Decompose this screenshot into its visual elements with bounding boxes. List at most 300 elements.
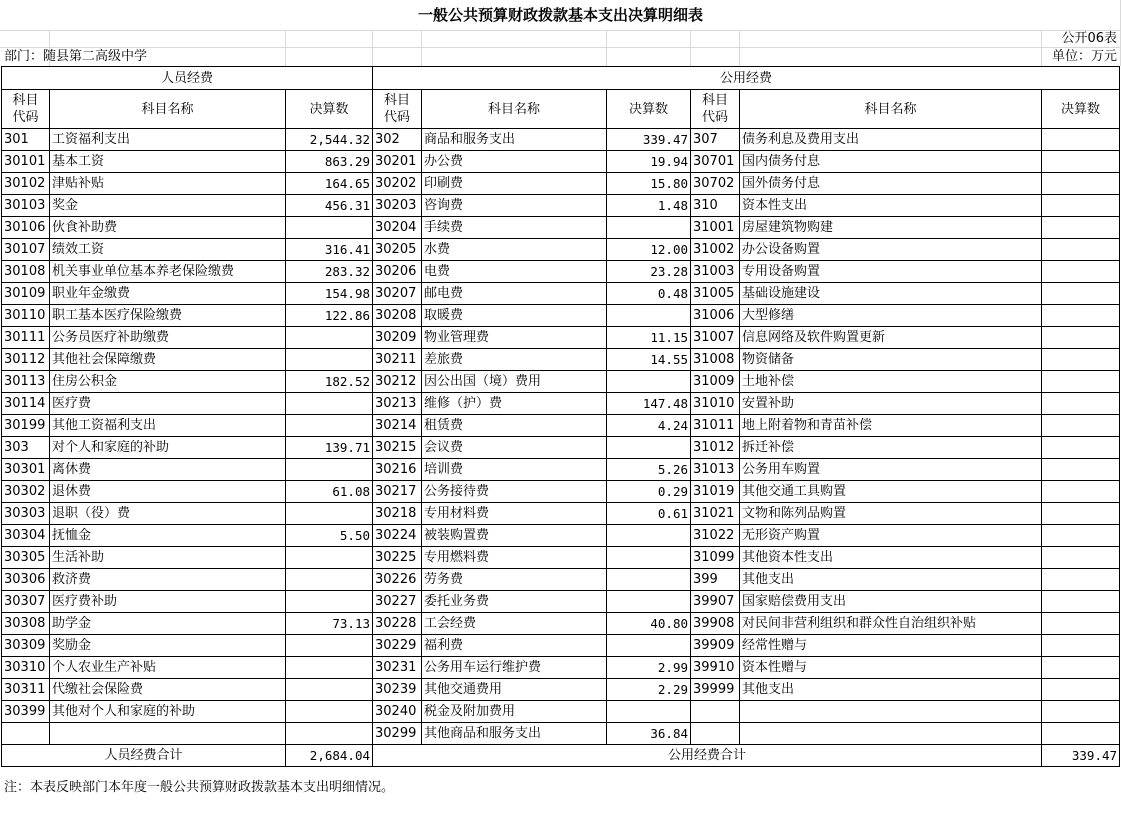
subject-code-cell: 30102 bbox=[2, 173, 50, 195]
subject-code-cell: 307 bbox=[691, 129, 740, 151]
amount-cell bbox=[607, 371, 691, 393]
subject-name-cell: 基础设施建设 bbox=[740, 283, 1042, 305]
subject-name-cell bbox=[740, 701, 1042, 723]
subject-code-cell: 30306 bbox=[2, 569, 50, 591]
subject-name-cell: 办公设备购置 bbox=[740, 239, 1042, 261]
subject-code-cell: 310 bbox=[691, 195, 740, 217]
subject-name-cell: 代缴社会保险费 bbox=[50, 679, 286, 701]
amount-cell bbox=[286, 349, 373, 371]
subject-name-cell: 工会经费 bbox=[422, 613, 607, 635]
amount-cell: 147.48 bbox=[607, 393, 691, 415]
subject-code-cell: 30227 bbox=[373, 591, 422, 613]
subject-code-cell: 30207 bbox=[373, 283, 422, 305]
table-row bbox=[2, 569, 1120, 591]
subject-code-cell: 30204 bbox=[373, 217, 422, 239]
amount-cell: 11.15 bbox=[607, 327, 691, 349]
subject-name-cell: 税金及附加费用 bbox=[422, 701, 607, 723]
subject-name-cell: 电费 bbox=[422, 261, 607, 283]
subject-name-cell: 津贴补贴 bbox=[50, 173, 286, 195]
subject-name-cell: 职工基本医疗保险缴费 bbox=[50, 305, 286, 327]
subject-name-cell: 无形资产购置 bbox=[740, 525, 1042, 547]
amount-cell: 1.48 bbox=[607, 195, 691, 217]
subject-name-cell: 专用设备购置 bbox=[740, 261, 1042, 283]
table-row bbox=[2, 415, 1120, 437]
subject-code-cell: 30103 bbox=[2, 195, 50, 217]
amount-cell bbox=[1042, 239, 1120, 261]
amount-cell: 863.29 bbox=[286, 151, 373, 173]
subject-name-cell: 安置补助 bbox=[740, 393, 1042, 415]
subject-code-cell: 30701 bbox=[691, 151, 740, 173]
table-row bbox=[2, 349, 1120, 371]
table-row bbox=[2, 503, 1120, 525]
amount-cell bbox=[1042, 393, 1120, 415]
amount-cell bbox=[1042, 679, 1120, 701]
subject-name-cell: 租赁费 bbox=[422, 415, 607, 437]
amount-cell bbox=[286, 415, 373, 437]
col-header-code: 科目 代码 bbox=[373, 90, 422, 129]
amount-cell bbox=[1042, 613, 1120, 635]
col-header-code: 科目 代码 bbox=[691, 90, 740, 129]
amount-cell bbox=[1042, 591, 1120, 613]
subject-code-cell: 31022 bbox=[691, 525, 740, 547]
amount-cell bbox=[1042, 701, 1120, 723]
public-total-label: 公用经费合计 bbox=[373, 745, 1042, 767]
public-total-value: 339.47 bbox=[1042, 745, 1120, 767]
subject-code-cell: 30308 bbox=[2, 613, 50, 635]
subject-code-cell: 30113 bbox=[2, 371, 50, 393]
subject-code-cell: 30203 bbox=[373, 195, 422, 217]
subject-code-cell: 30226 bbox=[373, 569, 422, 591]
amount-cell bbox=[607, 547, 691, 569]
amount-cell bbox=[286, 217, 373, 239]
col-header-amount: 决算数 bbox=[1042, 90, 1120, 129]
subject-name-cell: 机关事业单位基本养老保险缴费 bbox=[50, 261, 286, 283]
table-row bbox=[2, 305, 1120, 327]
subject-name-cell: 专用燃料费 bbox=[422, 547, 607, 569]
amount-cell: 19.94 bbox=[607, 151, 691, 173]
subject-code-cell: 30213 bbox=[373, 393, 422, 415]
table-row bbox=[2, 723, 1120, 745]
subject-name-cell: 国外债务付息 bbox=[740, 173, 1042, 195]
subject-name-cell: 会议费 bbox=[422, 437, 607, 459]
subject-code-cell: 399 bbox=[691, 569, 740, 591]
subject-code-cell: 39910 bbox=[691, 657, 740, 679]
subject-code-cell: 30299 bbox=[373, 723, 422, 745]
amount-cell bbox=[286, 657, 373, 679]
subject-name-cell: 职业年金缴费 bbox=[50, 283, 286, 305]
amount-cell bbox=[1042, 327, 1120, 349]
amount-cell: 5.50 bbox=[286, 525, 373, 547]
amount-cell: 164.65 bbox=[286, 173, 373, 195]
amount-cell: 456.31 bbox=[286, 195, 373, 217]
subject-code-cell: 31001 bbox=[691, 217, 740, 239]
amount-cell: 283.32 bbox=[286, 261, 373, 283]
expenditure-table bbox=[1, 66, 1120, 767]
subject-name-cell: 维修（护）费 bbox=[422, 393, 607, 415]
subject-code-cell: 30304 bbox=[2, 525, 50, 547]
subject-code-cell: 30199 bbox=[2, 415, 50, 437]
subject-name-cell: 信息网络及软件购置更新 bbox=[740, 327, 1042, 349]
amount-cell bbox=[286, 591, 373, 613]
subject-name-cell: 土地补偿 bbox=[740, 371, 1042, 393]
subject-name-cell: 福利费 bbox=[422, 635, 607, 657]
subject-name-cell: 培训费 bbox=[422, 459, 607, 481]
subject-name-cell: 退职（役）费 bbox=[50, 503, 286, 525]
table-row bbox=[2, 283, 1120, 305]
subject-name-cell: 物资储备 bbox=[740, 349, 1042, 371]
subject-name-cell: 手续费 bbox=[422, 217, 607, 239]
subject-name-cell: 委托业务费 bbox=[422, 591, 607, 613]
subject-code-cell: 31021 bbox=[691, 503, 740, 525]
subject-name-cell: 公务用车运行维护费 bbox=[422, 657, 607, 679]
table-row bbox=[2, 679, 1120, 701]
col-header-amount: 决算数 bbox=[286, 90, 373, 129]
subject-name-cell: 地上附着物和青苗补偿 bbox=[740, 415, 1042, 437]
amount-cell: 0.61 bbox=[607, 503, 691, 525]
table-row bbox=[2, 129, 1120, 151]
amount-cell bbox=[607, 591, 691, 613]
subject-code-cell: 31005 bbox=[691, 283, 740, 305]
amount-cell bbox=[607, 525, 691, 547]
subject-name-cell: 办公费 bbox=[422, 151, 607, 173]
subject-name-cell: 取暖费 bbox=[422, 305, 607, 327]
subject-code-cell: 30229 bbox=[373, 635, 422, 657]
amount-cell: 2.99 bbox=[607, 657, 691, 679]
subject-name-cell: 其他支出 bbox=[740, 569, 1042, 591]
subject-code-cell: 30239 bbox=[373, 679, 422, 701]
table-row bbox=[2, 371, 1120, 393]
subject-name-cell: 其他商品和服务支出 bbox=[422, 723, 607, 745]
table-row bbox=[2, 635, 1120, 657]
subject-code-cell: 30217 bbox=[373, 481, 422, 503]
subject-name-cell: 大型修缮 bbox=[740, 305, 1042, 327]
subject-name-cell: 印刷费 bbox=[422, 173, 607, 195]
amount-cell bbox=[1042, 371, 1120, 393]
table-row bbox=[2, 481, 1120, 503]
subject-code-cell: 39909 bbox=[691, 635, 740, 657]
subject-name-cell: 咨询费 bbox=[422, 195, 607, 217]
subject-name-cell: 对民间非营利组织和群众性自治组织补贴 bbox=[740, 613, 1042, 635]
subject-name-cell: 其他支出 bbox=[740, 679, 1042, 701]
amount-cell: 15.80 bbox=[607, 173, 691, 195]
subject-code-cell: 30109 bbox=[2, 283, 50, 305]
amount-cell: 182.52 bbox=[286, 371, 373, 393]
subject-code-cell: 39907 bbox=[691, 591, 740, 613]
subject-code-cell: 30111 bbox=[2, 327, 50, 349]
table-row bbox=[2, 459, 1120, 481]
subject-name-cell: 工资福利支出 bbox=[50, 129, 286, 151]
subject-code-cell: 30228 bbox=[373, 613, 422, 635]
subject-code-cell: 30301 bbox=[2, 459, 50, 481]
subject-name-cell: 其他社会保障缴费 bbox=[50, 349, 286, 371]
subject-code-cell: 302 bbox=[373, 129, 422, 151]
subject-code-cell: 30240 bbox=[373, 701, 422, 723]
subject-code-cell: 30303 bbox=[2, 503, 50, 525]
subject-code-cell: 39999 bbox=[691, 679, 740, 701]
subject-code-cell: 30307 bbox=[2, 591, 50, 613]
amount-cell: 61.08 bbox=[286, 481, 373, 503]
amount-cell bbox=[1042, 635, 1120, 657]
subject-code-cell: 31011 bbox=[691, 415, 740, 437]
subject-code-cell: 31003 bbox=[691, 261, 740, 283]
subject-code-cell: 31008 bbox=[691, 349, 740, 371]
subject-name-cell: 拆迁补偿 bbox=[740, 437, 1042, 459]
subject-code-cell: 30215 bbox=[373, 437, 422, 459]
subject-code-cell: 31013 bbox=[691, 459, 740, 481]
amount-cell bbox=[286, 723, 373, 745]
table-row bbox=[2, 701, 1120, 723]
subject-code-cell: 31099 bbox=[691, 547, 740, 569]
amount-cell bbox=[607, 217, 691, 239]
table-row bbox=[2, 195, 1120, 217]
amount-cell bbox=[286, 503, 373, 525]
subject-name-cell: 文物和陈列品购置 bbox=[740, 503, 1042, 525]
table-row bbox=[2, 657, 1120, 679]
amount-cell bbox=[1042, 503, 1120, 525]
subject-code-cell: 30225 bbox=[373, 547, 422, 569]
amount-cell bbox=[1042, 261, 1120, 283]
subject-code-cell bbox=[691, 701, 740, 723]
subject-code-cell: 31007 bbox=[691, 327, 740, 349]
subject-code-cell: 30211 bbox=[373, 349, 422, 371]
amount-cell: 154.98 bbox=[286, 283, 373, 305]
amount-cell bbox=[1042, 525, 1120, 547]
section-header-public: 公用经费 bbox=[373, 67, 1120, 90]
amount-cell: 73.13 bbox=[286, 613, 373, 635]
subject-code-cell: 30201 bbox=[373, 151, 422, 173]
amount-cell bbox=[1042, 437, 1120, 459]
amount-cell: 5.26 bbox=[607, 459, 691, 481]
subject-name-cell: 因公出国（境）费用 bbox=[422, 371, 607, 393]
amount-cell bbox=[1042, 415, 1120, 437]
subject-code-cell: 31012 bbox=[691, 437, 740, 459]
subject-name-cell: 伙食补助费 bbox=[50, 217, 286, 239]
amount-cell bbox=[1042, 569, 1120, 591]
table-row bbox=[2, 613, 1120, 635]
subject-name-cell: 绩效工资 bbox=[50, 239, 286, 261]
subject-name-cell: 其他交通费用 bbox=[422, 679, 607, 701]
subject-name-cell: 公务用车购置 bbox=[740, 459, 1042, 481]
table-row bbox=[2, 261, 1120, 283]
subject-name-cell: 退休费 bbox=[50, 481, 286, 503]
department-label: 部门：随县第二高级中学 bbox=[4, 49, 148, 64]
subject-name-cell: 奖励金 bbox=[50, 635, 286, 657]
subject-name-cell: 离休费 bbox=[50, 459, 286, 481]
subject-name-cell: 其他工资福利支出 bbox=[50, 415, 286, 437]
subject-name-cell: 其他资本性支出 bbox=[740, 547, 1042, 569]
col-header-name: 科目名称 bbox=[422, 90, 607, 129]
subject-name-cell: 基本工资 bbox=[50, 151, 286, 173]
subject-name-cell: 助学金 bbox=[50, 613, 286, 635]
subject-name-cell: 专用材料费 bbox=[422, 503, 607, 525]
amount-cell bbox=[1042, 305, 1120, 327]
amount-cell: 4.24 bbox=[607, 415, 691, 437]
subject-code-cell: 30310 bbox=[2, 657, 50, 679]
subject-code-cell: 30231 bbox=[373, 657, 422, 679]
subject-code-cell: 30309 bbox=[2, 635, 50, 657]
amount-cell: 12.00 bbox=[607, 239, 691, 261]
table-body bbox=[2, 129, 1120, 745]
amount-cell: 0.29 bbox=[607, 481, 691, 503]
subject-name-cell: 资本性支出 bbox=[740, 195, 1042, 217]
subject-name-cell: 资本性赠与 bbox=[740, 657, 1042, 679]
amount-cell: 0.48 bbox=[607, 283, 691, 305]
amount-cell bbox=[286, 635, 373, 657]
amount-cell bbox=[286, 393, 373, 415]
subject-code-cell: 30216 bbox=[373, 459, 422, 481]
subject-name-cell: 个人农业生产补贴 bbox=[50, 657, 286, 679]
subject-code-cell: 30205 bbox=[373, 239, 422, 261]
table-row bbox=[2, 217, 1120, 239]
subject-name-cell: 医疗费补助 bbox=[50, 591, 286, 613]
amount-cell bbox=[1042, 283, 1120, 305]
subject-code-cell: 30106 bbox=[2, 217, 50, 239]
subject-code-cell: 30224 bbox=[373, 525, 422, 547]
amount-cell bbox=[1042, 723, 1120, 745]
report-title: 一般公共预算财政拨款基本支出决算明细表 bbox=[417, 6, 703, 24]
subject-name-cell: 公务接待费 bbox=[422, 481, 607, 503]
col-header-amount: 决算数 bbox=[607, 90, 691, 129]
subject-name-cell: 其他交通工具购置 bbox=[740, 481, 1042, 503]
amount-cell bbox=[286, 459, 373, 481]
amount-cell: 339.47 bbox=[607, 129, 691, 151]
subject-code-cell: 30107 bbox=[2, 239, 50, 261]
subject-code-cell: 30218 bbox=[373, 503, 422, 525]
amount-cell bbox=[1042, 349, 1120, 371]
col-header-name: 科目名称 bbox=[50, 90, 286, 129]
table-row bbox=[2, 327, 1120, 349]
amount-cell bbox=[607, 635, 691, 657]
unit-label: 单位：万元 bbox=[1051, 49, 1117, 64]
subject-name-cell: 公务员医疗补助缴费 bbox=[50, 327, 286, 349]
subject-code-cell: 30311 bbox=[2, 679, 50, 701]
amount-cell bbox=[286, 547, 373, 569]
subject-name-cell: 房屋建筑物购建 bbox=[740, 217, 1042, 239]
amount-cell: 36.84 bbox=[607, 723, 691, 745]
subject-name-cell: 商品和服务支出 bbox=[422, 129, 607, 151]
subject-name-cell: 国内债务付息 bbox=[740, 151, 1042, 173]
subject-name-cell: 劳务费 bbox=[422, 569, 607, 591]
subject-name-cell: 差旅费 bbox=[422, 349, 607, 371]
subject-code-cell: 30208 bbox=[373, 305, 422, 327]
amount-cell bbox=[1042, 173, 1120, 195]
subject-code-cell: 301 bbox=[2, 129, 50, 151]
subject-code-cell: 31006 bbox=[691, 305, 740, 327]
amount-cell: 40.80 bbox=[607, 613, 691, 635]
amount-cell: 139.71 bbox=[286, 437, 373, 459]
subject-code-cell: 30305 bbox=[2, 547, 50, 569]
subject-name-cell bbox=[50, 723, 286, 745]
subject-code-cell: 30101 bbox=[2, 151, 50, 173]
subject-code-cell: 31002 bbox=[691, 239, 740, 261]
subject-code-cell: 30114 bbox=[2, 393, 50, 415]
subject-name-cell: 国家赔偿费用支出 bbox=[740, 591, 1042, 613]
subject-code-cell: 30108 bbox=[2, 261, 50, 283]
subject-name-cell: 奖金 bbox=[50, 195, 286, 217]
amount-cell: 316.41 bbox=[286, 239, 373, 261]
subject-name-cell: 邮电费 bbox=[422, 283, 607, 305]
amount-cell bbox=[286, 569, 373, 591]
amount-cell bbox=[607, 305, 691, 327]
amount-cell bbox=[607, 569, 691, 591]
table-row bbox=[2, 525, 1120, 547]
subject-name-cell: 生活补助 bbox=[50, 547, 286, 569]
table-row bbox=[2, 591, 1120, 613]
amount-cell: 23.28 bbox=[607, 261, 691, 283]
amount-cell: 14.55 bbox=[607, 349, 691, 371]
subject-name-cell: 债务利息及费用支出 bbox=[740, 129, 1042, 151]
subject-code-cell: 31010 bbox=[691, 393, 740, 415]
amount-cell bbox=[607, 437, 691, 459]
form-code: 公开06表 bbox=[1061, 31, 1117, 46]
subject-code-cell bbox=[691, 723, 740, 745]
subject-name-cell: 经常性赠与 bbox=[740, 635, 1042, 657]
amount-cell bbox=[286, 701, 373, 723]
personnel-total-label: 人员经费合计 bbox=[2, 745, 286, 767]
subject-code-cell: 39908 bbox=[691, 613, 740, 635]
col-header-name: 科目名称 bbox=[740, 90, 1042, 129]
subject-code-cell: 31009 bbox=[691, 371, 740, 393]
subject-code-cell: 30702 bbox=[691, 173, 740, 195]
amount-cell bbox=[1042, 459, 1120, 481]
subject-name-cell: 医疗费 bbox=[50, 393, 286, 415]
amount-cell: 2,544.32 bbox=[286, 129, 373, 151]
amount-cell bbox=[1042, 657, 1120, 679]
amount-cell bbox=[1042, 217, 1120, 239]
subject-name-cell: 对个人和家庭的补助 bbox=[50, 437, 286, 459]
amount-cell bbox=[607, 701, 691, 723]
subject-code-cell: 30206 bbox=[373, 261, 422, 283]
table-row bbox=[2, 239, 1120, 261]
amount-cell bbox=[1042, 481, 1120, 503]
subject-code-cell: 30302 bbox=[2, 481, 50, 503]
subject-name-cell: 被装购置费 bbox=[422, 525, 607, 547]
footnote: 注：本表反映部门本年度一般公共预算财政拨款基本支出明细情况。 bbox=[4, 780, 395, 795]
amount-cell: 2.29 bbox=[607, 679, 691, 701]
personnel-total-value: 2,684.04 bbox=[286, 745, 373, 767]
subject-name-cell: 救济费 bbox=[50, 569, 286, 591]
subject-name-cell: 物业管理费 bbox=[422, 327, 607, 349]
subject-code-cell: 31019 bbox=[691, 481, 740, 503]
amount-cell bbox=[1042, 547, 1120, 569]
subject-code-cell: 30212 bbox=[373, 371, 422, 393]
amount-cell bbox=[1042, 195, 1120, 217]
subject-name-cell: 住房公积金 bbox=[50, 371, 286, 393]
table-row bbox=[2, 437, 1120, 459]
col-header-code: 科目 代码 bbox=[2, 90, 50, 129]
table-row bbox=[2, 173, 1120, 195]
subject-code-cell: 30110 bbox=[2, 305, 50, 327]
section-header-personnel: 人员经费 bbox=[2, 67, 373, 90]
table-row bbox=[2, 547, 1120, 569]
amount-cell bbox=[1042, 151, 1120, 173]
subject-code-cell: 30214 bbox=[373, 415, 422, 437]
subject-code-cell: 30202 bbox=[373, 173, 422, 195]
amount-cell bbox=[286, 679, 373, 701]
table-row bbox=[2, 151, 1120, 173]
amount-cell bbox=[286, 327, 373, 349]
subject-code-cell: 303 bbox=[2, 437, 50, 459]
subject-code-cell: 30209 bbox=[373, 327, 422, 349]
subject-name-cell: 水费 bbox=[422, 239, 607, 261]
subject-name-cell: 其他对个人和家庭的补助 bbox=[50, 701, 286, 723]
table-row bbox=[2, 393, 1120, 415]
subject-code-cell bbox=[2, 723, 50, 745]
amount-cell: 122.86 bbox=[286, 305, 373, 327]
subject-code-cell: 30112 bbox=[2, 349, 50, 371]
amount-cell bbox=[1042, 129, 1120, 151]
subject-name-cell: 抚恤金 bbox=[50, 525, 286, 547]
